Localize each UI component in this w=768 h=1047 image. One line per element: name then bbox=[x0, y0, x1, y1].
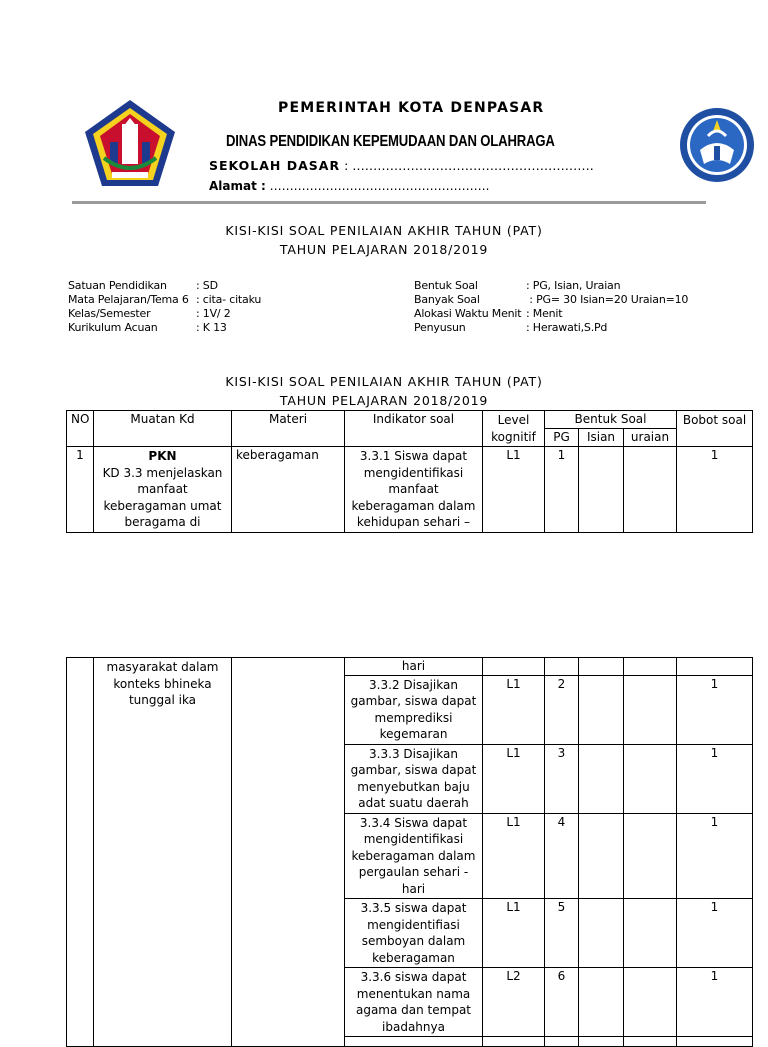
info-row bbox=[414, 321, 688, 335]
info-value: : 1V/ 2 bbox=[196, 307, 231, 320]
col-indikator: Indikator soal bbox=[345, 411, 483, 447]
col-pg: PG bbox=[545, 429, 579, 447]
info-row bbox=[68, 321, 261, 335]
info-label: Penyusun bbox=[414, 321, 466, 334]
row-bobot: 1 bbox=[677, 744, 753, 813]
row-bobot: 1 bbox=[677, 447, 753, 533]
document-title: KISI-KISI SOAL PENILAIAN AKHIR TAHUN (PAT) bbox=[225, 223, 543, 238]
col-no: NO bbox=[67, 411, 94, 447]
col-bobot: Bobot soal bbox=[677, 411, 753, 447]
row-level: L1 bbox=[483, 744, 545, 813]
info-row bbox=[414, 307, 688, 321]
muatan-text: KD 3.3 menjelaskan manfaat keberagaman umat beragama di bbox=[102, 465, 223, 529]
info-label: Banyak Soal bbox=[414, 293, 480, 306]
row-uraian bbox=[624, 899, 677, 968]
school-value: : …………………………………………………. bbox=[340, 158, 594, 173]
info-value: : PG= 30 Isian=20 Uraian=10 bbox=[526, 293, 689, 306]
header-school bbox=[209, 158, 594, 173]
row-indikator: 3.3.5 siswa dapat mengidentifiasi semboyan dalam keberagaman bbox=[345, 899, 483, 968]
row-bobot: 1 bbox=[677, 899, 753, 968]
info-value: : PG, Isian, Uraian bbox=[526, 279, 621, 292]
row-isian bbox=[579, 1037, 624, 1047]
row-level: L2 bbox=[483, 968, 545, 1037]
info-value: : cita- citaku bbox=[196, 293, 262, 306]
address-value: ………………………………………………. bbox=[265, 179, 490, 193]
row-indikator: 3.3.3 Disajikan gambar, siswa dapat menyebutkan baju adat suatu daerah bbox=[345, 744, 483, 813]
row-materi bbox=[232, 658, 345, 1047]
muatan-title: PKN bbox=[148, 449, 177, 463]
row-uraian bbox=[624, 447, 677, 533]
col-isian: Isian bbox=[579, 429, 624, 447]
col-uraian: uraian bbox=[624, 429, 677, 447]
row-isian bbox=[579, 658, 624, 676]
row-isian bbox=[579, 744, 624, 813]
header-government: PEMERINTAH KOTA DENPASAR bbox=[278, 100, 545, 116]
row-pg: 6 bbox=[545, 968, 579, 1037]
row-uraian bbox=[624, 675, 677, 744]
table-row bbox=[67, 447, 753, 533]
info-label: Kurikulum Acuan bbox=[68, 321, 158, 334]
document-year: TAHUN PELAJARAN 2018/2019 bbox=[279, 242, 489, 257]
kisi-kisi-table bbox=[66, 410, 753, 533]
row-bobot bbox=[677, 658, 753, 676]
address-label: Alamat : bbox=[209, 179, 266, 193]
info-label: Mata Pelajaran/Tema 6 bbox=[68, 293, 189, 306]
row-pg: 3 bbox=[545, 744, 579, 813]
row-indikator: 3.3.4 Siswa dapat mengidentifikasi keberagaman dalam pergaulan sehari - hari bbox=[345, 813, 483, 899]
table-title: KISI-KISI SOAL PENILAIAN AKHIR TAHUN (PAT) bbox=[225, 374, 543, 389]
row-indikator: 3.3.6 siswa dapat menentukan nama agama dan tempat ibadahnya bbox=[345, 968, 483, 1037]
info-right bbox=[414, 279, 688, 335]
info-value: : K 13 bbox=[196, 321, 227, 334]
row-level: L1 bbox=[483, 813, 545, 899]
row-indikator: hari bbox=[345, 658, 483, 676]
info-row bbox=[414, 279, 688, 293]
col-muatan: Muatan Kd bbox=[94, 411, 232, 447]
info-label: Kelas/Semester bbox=[68, 307, 151, 320]
row-bobot bbox=[677, 1037, 753, 1047]
row-uraian bbox=[624, 658, 677, 676]
row-materi: keberagaman bbox=[232, 447, 345, 533]
row-indikator: 3.3.1 Siswa dapat mengidentifikasi manfaat keberagaman dalam kehidupan sehari – bbox=[345, 447, 483, 533]
row-pg bbox=[545, 1037, 579, 1047]
row-bobot: 1 bbox=[677, 675, 753, 744]
info-value: : SD bbox=[196, 279, 218, 292]
row-bobot: 1 bbox=[677, 813, 753, 899]
row-indikator: 3.3.2 Disajikan gambar, siswa dapat memprediksi kegemaran bbox=[345, 675, 483, 744]
row-indikator bbox=[345, 1037, 483, 1047]
row-isian bbox=[579, 899, 624, 968]
row-level bbox=[483, 658, 545, 676]
row-level: L1 bbox=[483, 899, 545, 968]
row-pg bbox=[545, 658, 579, 676]
row-isian bbox=[579, 813, 624, 899]
info-label: Alokasi Waktu Menit bbox=[414, 307, 522, 320]
row-isian bbox=[579, 447, 624, 533]
row-pg: 2 bbox=[545, 675, 579, 744]
row-uraian bbox=[624, 1037, 677, 1047]
col-materi: Materi bbox=[232, 411, 345, 447]
col-bentuk: Bentuk Soal bbox=[545, 411, 677, 429]
school-label: SEKOLAH DASAR bbox=[209, 158, 341, 173]
row-muatan: masyarakat dalam konteks bhineka tunggal ika bbox=[94, 658, 232, 1047]
row-uraian bbox=[624, 744, 677, 813]
row-level bbox=[483, 1037, 545, 1047]
row-muatan bbox=[94, 447, 232, 533]
info-left bbox=[68, 279, 261, 335]
info-row bbox=[414, 293, 688, 307]
col-level: Level kognitif bbox=[483, 411, 545, 447]
row-isian bbox=[579, 968, 624, 1037]
row-uraian bbox=[624, 813, 677, 899]
header-divider bbox=[72, 201, 706, 204]
info-row bbox=[68, 293, 261, 307]
row-no: 1 bbox=[67, 447, 94, 533]
row-bobot: 1 bbox=[677, 968, 753, 1037]
tut-wuri-handayani-logo bbox=[678, 106, 756, 184]
row-level: L1 bbox=[483, 675, 545, 744]
row-pg: 5 bbox=[545, 899, 579, 968]
row-no bbox=[67, 658, 94, 1047]
info-label: Satuan Pendidikan bbox=[68, 279, 167, 292]
header-address bbox=[209, 179, 489, 193]
info-value: : Menit bbox=[526, 307, 563, 320]
info-row bbox=[68, 307, 261, 321]
row-pg: 1 bbox=[545, 447, 579, 533]
kisi-kisi-table-continued bbox=[66, 657, 753, 1047]
row-uraian bbox=[624, 968, 677, 1037]
row-level: L1 bbox=[483, 447, 545, 533]
info-row bbox=[68, 279, 261, 293]
row-pg: 4 bbox=[545, 813, 579, 899]
denpasar-emblem-logo bbox=[82, 98, 178, 190]
info-value: : Herawati,S.Pd bbox=[526, 321, 608, 334]
row-isian bbox=[579, 675, 624, 744]
info-label: Bentuk Soal bbox=[414, 279, 478, 292]
header-department: DINAS PENDIDIKAN KEPEMUDAAN DAN OLAHRAGA bbox=[226, 133, 555, 150]
table-year: TAHUN PELAJARAN 2018/2019 bbox=[279, 393, 489, 408]
